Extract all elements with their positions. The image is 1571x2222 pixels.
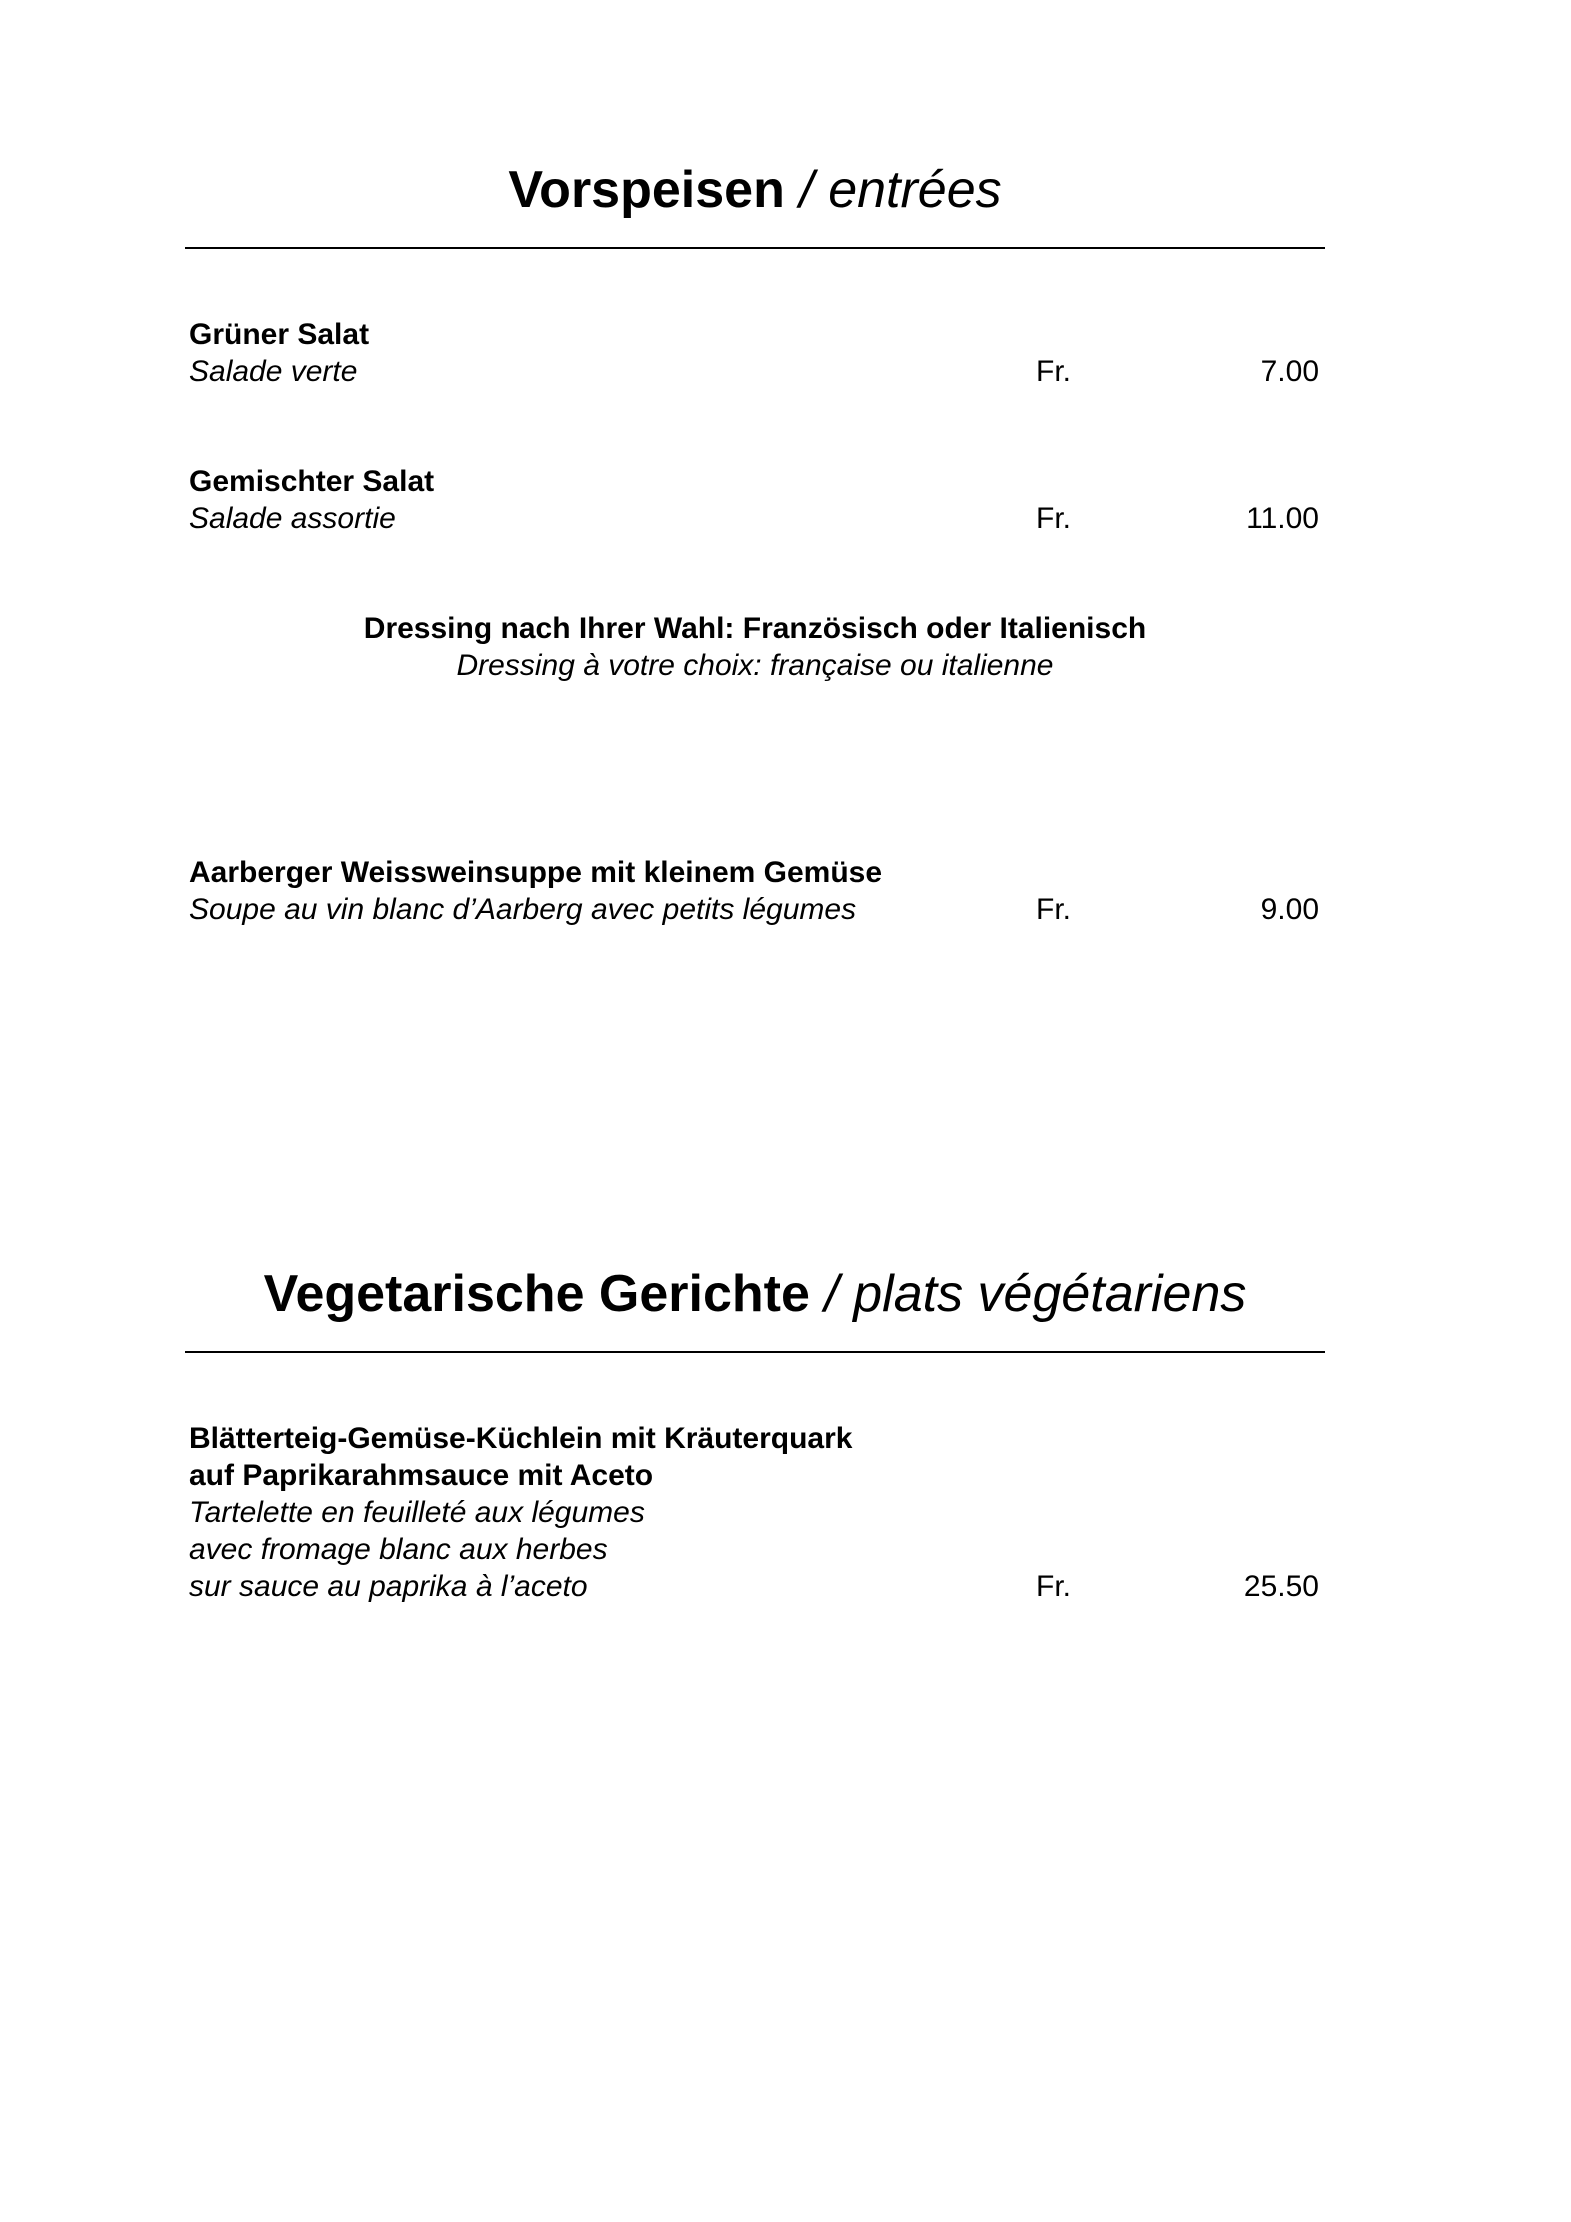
item-price: 7.00 <box>1260 355 1319 388</box>
section-title-separator: / <box>809 1265 854 1323</box>
item-price: 9.00 <box>1260 893 1319 926</box>
item-currency: Fr. <box>1036 502 1071 535</box>
item-name-fr-line: avec fromage blanc aux herbes <box>189 1533 608 1566</box>
section-title-fr: plats végétariens <box>853 1265 1247 1323</box>
menu-item-gruener-salat <box>189 316 1319 390</box>
section-divider <box>185 1351 1325 1353</box>
menu-item-blaetterteig-kuechlein <box>189 1420 1319 1605</box>
section-title-de: Vorspeisen <box>508 161 785 219</box>
dressing-note-de: Dressing nach Ihrer Wahl: Französisch oder Italienisch <box>363 612 1147 645</box>
item-price: 11.00 <box>1246 502 1319 535</box>
section-title-vorspeisen <box>185 160 1325 220</box>
menu-item-gemischter-salat <box>189 463 1319 537</box>
section-title-vegetarisch <box>185 1264 1325 1324</box>
section-divider <box>185 247 1325 249</box>
item-currency: Fr. <box>1036 1570 1071 1603</box>
item-name-fr: Soupe au vin blanc d’Aarberg avec petits légumes <box>189 893 857 926</box>
item-name-fr-line: Tartelette en feuilleté aux légumes <box>189 1496 645 1529</box>
section-title-fr: entrées <box>828 161 1002 219</box>
item-name-fr: Salade verte <box>189 355 358 388</box>
section-title-de: Vegetarische Gerichte <box>263 1265 810 1323</box>
section-title-separator: / <box>784 161 829 219</box>
item-currency: Fr. <box>1036 893 1071 926</box>
item-name-fr-line: sur sauce au paprika à l’aceto <box>189 1570 588 1603</box>
menu-item-weissweinsuppe <box>189 854 1319 928</box>
dressing-note <box>185 610 1325 684</box>
dressing-note-fr: Dressing à votre choix: française ou italienne <box>456 649 1054 682</box>
item-currency: Fr. <box>1036 355 1071 388</box>
item-name-de-line: Blätterteig-Gemüse-Küchlein mit Kräuterquark <box>189 1422 853 1455</box>
item-price: 25.50 <box>1243 1570 1319 1603</box>
item-name-de: Grüner Salat <box>189 318 370 351</box>
item-name-fr: Salade assortie <box>189 502 396 535</box>
item-name-de: Gemischter Salat <box>189 465 435 498</box>
item-name-de-line: auf Paprikarahmsauce mit Aceto <box>189 1459 654 1492</box>
item-name-de: Aarberger Weissweinsuppe mit kleinem Gemüse <box>189 856 883 889</box>
